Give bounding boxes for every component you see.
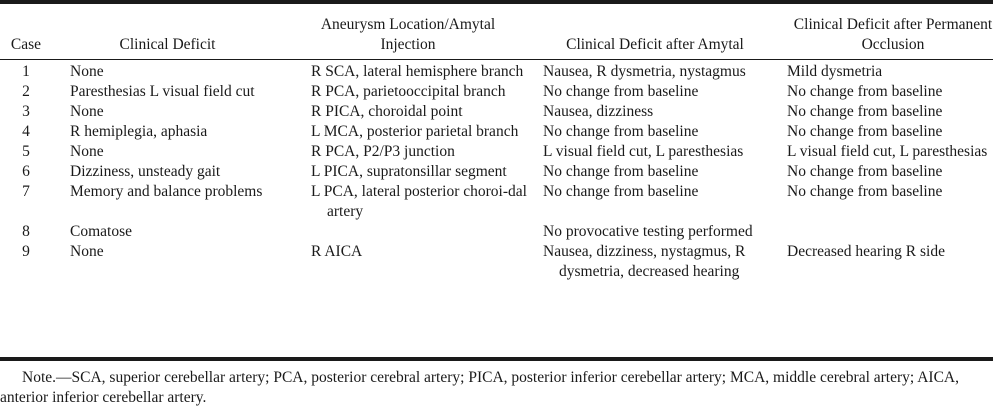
cell-occlusion: Decreased hearing R side (787, 243, 945, 260)
cell-deficit: None (70, 243, 104, 260)
cell-case: 4 (22, 123, 30, 140)
cell-amytal: L visual field cut, L paresthesias (543, 143, 744, 160)
cell-location (283, 142, 533, 162)
header-case: Case (10, 36, 42, 53)
table-row (0, 142, 993, 162)
cell-occlusion: No change from baseline (787, 103, 943, 120)
cell-location (283, 122, 533, 142)
clinical-deficit-table (0, 6, 993, 282)
cell-location (283, 59, 533, 82)
table-row (0, 162, 993, 182)
cell-amytal: Nausea, dizziness (543, 103, 654, 120)
cell-amytal-text: Nausea, dizziness, nystagmus, R dysmetria, decreased hearing (543, 243, 746, 280)
table-row (0, 182, 993, 222)
header-row (0, 6, 993, 59)
header-occlusion-line2: Occlusion (861, 36, 925, 53)
cell-case: 6 (22, 163, 30, 180)
cell-occlusion: No change from baseline (787, 163, 943, 180)
cell-deficit: Paresthesias L visual field cut (70, 83, 255, 100)
cell-occlusion: No change from baseline (787, 123, 943, 140)
cell-occlusion: No change from baseline (787, 183, 943, 200)
header-deficit-after-occlusion (777, 6, 993, 59)
cell-deficit: Memory and balance problems (70, 183, 263, 200)
cell-location-text: R AICA (311, 243, 363, 260)
cell-occlusion: No change from baseline (787, 83, 943, 100)
cell-deficit: None (70, 103, 104, 120)
cell-case: 2 (22, 83, 30, 100)
cell-amytal (533, 242, 777, 282)
cell-occlusion: L visual field cut, L paresthesias (787, 143, 988, 160)
cell-location-text: L PICA, supratonsillar segment (311, 163, 507, 180)
cell-location-text: R SCA, lateral hemisphere branch (311, 63, 524, 80)
cell-location-text: R PCA, parietooccipital branch (311, 83, 506, 100)
header-clinical-deficit: Clinical Deficit (119, 36, 216, 53)
cell-case: 3 (22, 103, 30, 120)
table-row (0, 242, 993, 282)
cell-deficit: Comatose (70, 223, 132, 240)
cell-case: 5 (22, 143, 30, 160)
table-note: Note.—SCA, superior cerebellar artery; PCA, posterior cerebral artery; PICA, posterior inferior cerebellar artery; MCA, middle cerebral artery; AICA, anterior inferior cerebellar artery. (0, 369, 959, 406)
cell-amytal: No change from baseline (543, 163, 699, 180)
cell-location (283, 102, 533, 122)
cell-amytal: No change from baseline (543, 123, 699, 140)
table-row (0, 82, 993, 102)
cell-case: 9 (22, 243, 30, 260)
cell-amytal: No change from baseline (543, 83, 699, 100)
top-rule (0, 0, 993, 4)
cell-occlusion (777, 222, 993, 242)
cell-deficit: None (70, 143, 104, 160)
cell-location-text: R PICA, choroidal point (311, 103, 463, 120)
cell-deficit: R hemiplegia, aphasia (70, 123, 208, 140)
cell-deficit: Dizziness, unsteady gait (70, 163, 221, 180)
cell-location-text: L PCA, lateral posterior choroi-dal artery (311, 183, 527, 220)
header-occlusion-line1: Clinical Deficit after Permanent (793, 16, 993, 33)
header-location-line1: Aneurysm Location/Amytal (320, 16, 496, 33)
table-row (0, 222, 993, 242)
cell-amytal: No change from baseline (543, 183, 699, 200)
header-location-line2: Injection (380, 36, 436, 53)
cell-location (283, 242, 533, 282)
cell-case: 8 (22, 223, 30, 240)
header-aneurysm-location (283, 6, 533, 59)
cell-amytal: No provocative testing performed (543, 223, 753, 240)
cell-location (283, 162, 533, 182)
table-row (0, 59, 993, 82)
cell-location-text: L MCA, posterior parietal branch (311, 123, 519, 140)
cell-case: 1 (22, 63, 30, 80)
cell-occlusion: Mild dysmetria (787, 63, 883, 80)
table-row (0, 122, 993, 142)
cell-location-text: R PCA, P2/P3 junction (311, 143, 455, 160)
header-deficit-after-amytal: Clinical Deficit after Amytal (566, 36, 744, 53)
table-row (0, 102, 993, 122)
cell-location (283, 82, 533, 102)
cell-amytal: Nausea, R dysmetria, nystagmus (543, 63, 746, 80)
bottom-rule (0, 357, 993, 361)
cell-case: 7 (22, 183, 30, 200)
cell-location (283, 182, 533, 222)
cell-location (283, 222, 533, 242)
cell-deficit: None (70, 63, 104, 80)
